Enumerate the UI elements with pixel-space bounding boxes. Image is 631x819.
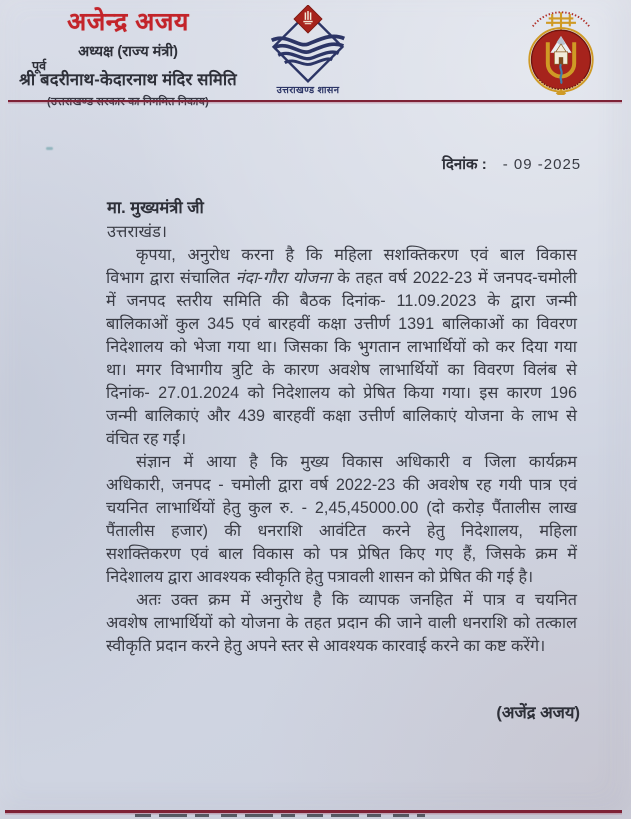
body-line: में जनपद स्तरीय समिति की बैठक दिनांक- 11.09.2023 के द्वारा जन्मी — [106, 292, 577, 310]
sender-role: अध्यक्ष (राज्य मंत्री) — [78, 43, 178, 60]
uttarakhand-emblem-icon — [266, 5, 350, 85]
body-line: पैंतालीस हजार) की धनराशि आवंटित करने हेतु निदेशालय, महिला — [106, 522, 577, 540]
govt-caption: उत्तराखण्ड शासन — [276, 85, 340, 96]
body-line: कृपया, अनुरोध करना है कि महिला सशक्तिकरण एवं बाल विकास — [136, 246, 577, 264]
body-line: स्वीकृति प्रदान करने हेतु अपने स्तर से आवश्यक कारवाई करने का कष्ट करेंगे। — [106, 637, 546, 655]
former-label: पूर्व — [32, 58, 47, 73]
body-line: संज्ञान में आया है कि मुख्य विकास अधिकारी व जिला कार्यक्रम — [136, 453, 577, 471]
recipient-place: उत्तराखंड। — [107, 223, 168, 241]
body-line: अधिकारी, जनपद - चमोली द्वारा वर्ष 2022-23 की अवशेष रह गयी पात्र एवं — [106, 476, 577, 494]
temple-committee-emblem — [517, 7, 605, 95]
date-value: - 09 -2025 — [502, 156, 582, 173]
body-text: के तहत वर्ष 2022-23 में जनपद-चमोली — [331, 269, 577, 287]
committee-name-wrap — [14, 58, 242, 90]
body-line: बालिकाओं कुल 345 एवं बारहवीं कक्षा उत्तीर्ण 1391 बालिकाओं का विवरण — [106, 315, 577, 333]
scan-artifact — [46, 147, 53, 150]
header-divider — [8, 100, 622, 102]
recipient-block — [107, 196, 204, 244]
footer-clipped-text — [135, 814, 425, 819]
body-line: चयनित लाभार्थियों हेतु कुल रु. - 2,45,45000.00 (दो करोड़ पैंतालीस लाख — [106, 499, 577, 517]
committee-name: श्री बदरीनाथ-केदारनाथ मंदिर समिति — [19, 70, 237, 89]
body-line: वंचित रह गईं। — [106, 430, 187, 448]
body-line: सशक्तिकरण एवं बाल विकास को पत्र प्रेषित किए गए हैं, जिसके क्रम में — [106, 545, 577, 563]
footer-divider — [5, 810, 622, 813]
sender-block — [14, 9, 242, 109]
recipient-name: मा. मुख्यमंत्री जी — [107, 199, 204, 217]
body-text: विभाग द्वारा संचालित — [106, 269, 236, 287]
body-line — [106, 267, 577, 290]
body-line: अतः उक्त क्रम में अनुरोध है कि व्यापक जनहित में पात्र व चयनित — [136, 591, 577, 609]
scheme-name-italic: नंदा-गौरा योजना — [235, 269, 332, 287]
body-line: अवशेष लाभार्थियों को योजना के तहत प्रदान की जाने वाली धनराशि को तत्काल — [106, 614, 577, 632]
body-line: जन्मी बालिकाएं और 439 बारहवीं कक्षा उत्तीर्ण बालिकाएं योजना के लाभ से — [106, 407, 577, 425]
temple-committee-emblem-icon — [517, 7, 605, 95]
date-line — [442, 154, 581, 174]
body-line: दिनांक- 27.01.2024 को निदेशालय को प्रेषित किया गया। इस कारण 196 — [106, 384, 577, 402]
letter-body — [106, 244, 577, 658]
body-line: था। मगर विभागीय त्रुटि के कारण अवशेष लाभार्थियों का विवरण विलंब से — [106, 361, 577, 379]
body-line: निदेशालय को भेजा गया था। जिसका कि भुगतान लाभार्थियों को कर दिया गया — [106, 338, 577, 356]
ashoka-lions-mark — [303, 11, 312, 24]
date-label: दिनांक : — [442, 156, 487, 173]
signature-name: (अजेंद्र अजय) — [496, 704, 580, 722]
uttarakhand-government-emblem — [264, 5, 352, 96]
body-line: निदेशालय द्वारा आवश्यक स्वीकृति हेतु पत्रावली शासन को प्रेषित की गई है। — [106, 568, 534, 586]
sender-name: अजेन्द्र अजय — [67, 8, 189, 36]
